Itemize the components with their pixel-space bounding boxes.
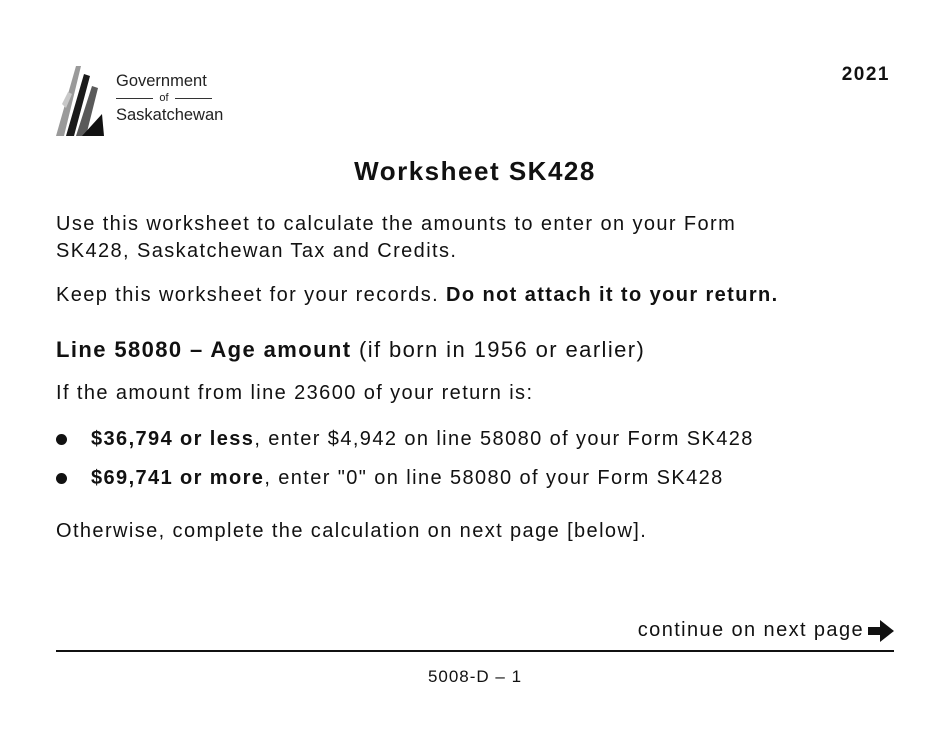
continue-label: continue on next page xyxy=(637,619,864,641)
logo-rule-right xyxy=(175,98,212,99)
government-of-saskatchewan-logo xyxy=(56,64,226,140)
logo-of-text: of xyxy=(159,92,169,104)
bullet-item xyxy=(56,428,754,451)
page-title: Worksheet SK428 xyxy=(354,156,596,186)
bullet-threshold: $69,741 or more xyxy=(91,467,265,489)
logo-wordmark xyxy=(116,72,223,125)
form-page-number: 5008-D – 1 xyxy=(427,667,523,686)
bullet-instruction: , enter "0" on line 58080 of your Form SK428 xyxy=(264,467,724,489)
section-heading-bold: Line 58080 – Age amount xyxy=(56,337,352,362)
keep-records-paragraph xyxy=(56,282,779,309)
intro-line-2: SK428, Saskatchewan Tax and Credits. xyxy=(56,240,458,262)
otherwise-instruction: Otherwise, complete the calculation on next page [below]. xyxy=(56,520,648,542)
bullet-icon xyxy=(56,434,67,445)
footer-divider xyxy=(56,650,894,652)
continue-next-page-link[interactable] xyxy=(638,619,894,642)
bullet-instruction: , enter $4,942 on line 58080 of your Form SK428 xyxy=(254,428,754,450)
bullet-icon xyxy=(56,473,67,484)
condition-text: If the amount from line 23600 of your return is: xyxy=(56,382,534,404)
section-heading-qualifier: (if born in 1956 or earlier) xyxy=(351,337,646,362)
form-year: 2021 xyxy=(841,64,890,85)
do-not-attach-warning: Do not attach it to your return. xyxy=(446,284,779,306)
keep-records-text: Keep this worksheet for your records. xyxy=(56,284,447,306)
logo-rule-left xyxy=(116,98,153,99)
intro-paragraph xyxy=(56,211,736,265)
arrow-right-icon xyxy=(868,620,894,642)
bullet-item xyxy=(56,467,724,490)
intro-line-1: Use this worksheet to calculate the amounts to enter on your Form xyxy=(56,213,737,235)
logo-line-government: Government xyxy=(116,72,207,90)
section-heading-age-amount xyxy=(56,337,645,363)
bullet-threshold: $36,794 or less xyxy=(91,428,255,450)
logo-line-of xyxy=(116,92,212,105)
saskatchewan-wheat-mark-icon xyxy=(56,64,108,138)
logo-line-saskatchewan: Saskatchewan xyxy=(116,106,224,124)
